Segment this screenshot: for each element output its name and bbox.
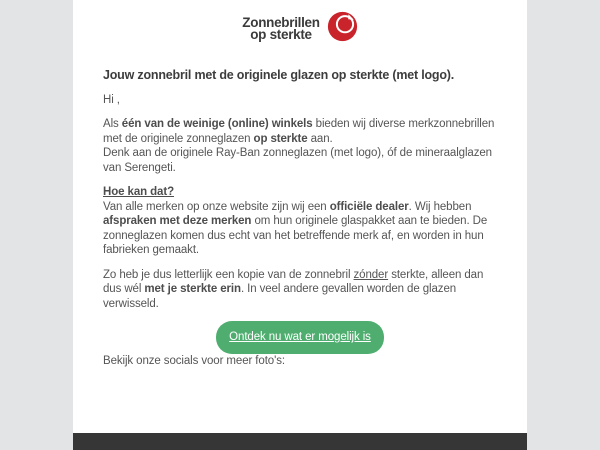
- text-segment: . Wij hebben: [408, 200, 472, 213]
- socials-text: Bekijk onze socials voor meer foto's:: [103, 354, 285, 367]
- text-segment: officiële dealer: [329, 200, 409, 213]
- text-segment: één van de weinige (online) winkels: [121, 118, 313, 130]
- paragraph-intro: [103, 117, 497, 175]
- text-segment: Zo heb je dus letterlijk een kopie van de zonnebril: [103, 268, 354, 281]
- brand-logo-text: [242, 17, 319, 41]
- text-segment: zónder: [353, 268, 389, 281]
- email-heading: Jouw zonnebril met de originele glazen op sterkte (met logo).: [103, 68, 455, 82]
- paragraph-how-can-that-be: [103, 185, 497, 258]
- text-segment: Van alle merken op onze website zijn wij een: [103, 200, 330, 213]
- text-segment: bieden wij diverse merkzonnebrillen met de originele zonneglazen: [103, 118, 495, 145]
- paragraph-copy-with-prescription: [103, 268, 497, 312]
- text-segment: aan.: [307, 132, 333, 145]
- text-segment: op sterkte: [253, 132, 308, 145]
- email-content: [73, 68, 527, 368]
- text-segment: Denk aan de originele Ray-Ban zonneglazen (met logo), óf de mineraalglazen van Serengeti.: [103, 147, 492, 174]
- email-body-card: [73, 0, 527, 433]
- text-segment: Als: [103, 118, 122, 130]
- text-segment: afspraken met deze merken: [103, 215, 252, 227]
- text-segment: met je sterkte erin: [144, 283, 241, 295]
- text-segment: . In veel andere gevallen worden de glazen verwisseld.: [103, 283, 457, 310]
- text-segment: sterkte, alleen dan dus wél: [103, 268, 484, 295]
- cta-button[interactable]: Ontdek nu wat er mogelijk is: [216, 321, 384, 354]
- brand-logo-line2: op sterkte: [250, 27, 312, 42]
- text-segment: Hoe kan dat?: [103, 186, 175, 198]
- greeting-text: Hi ,: [103, 93, 120, 106]
- sunglasses-brand-circle-icon: [327, 11, 358, 47]
- brand-logo-line1: Zonnebrillen: [242, 15, 320, 30]
- brand-logo[interactable]: [73, 0, 527, 46]
- text-segment: om hun originele glaspakket aan te bieden. De zonneglazen komen dus echt van het betreffende merk af, en worden in hun fabrieken gemaakt.: [103, 215, 488, 256]
- email-footer: [73, 433, 527, 450]
